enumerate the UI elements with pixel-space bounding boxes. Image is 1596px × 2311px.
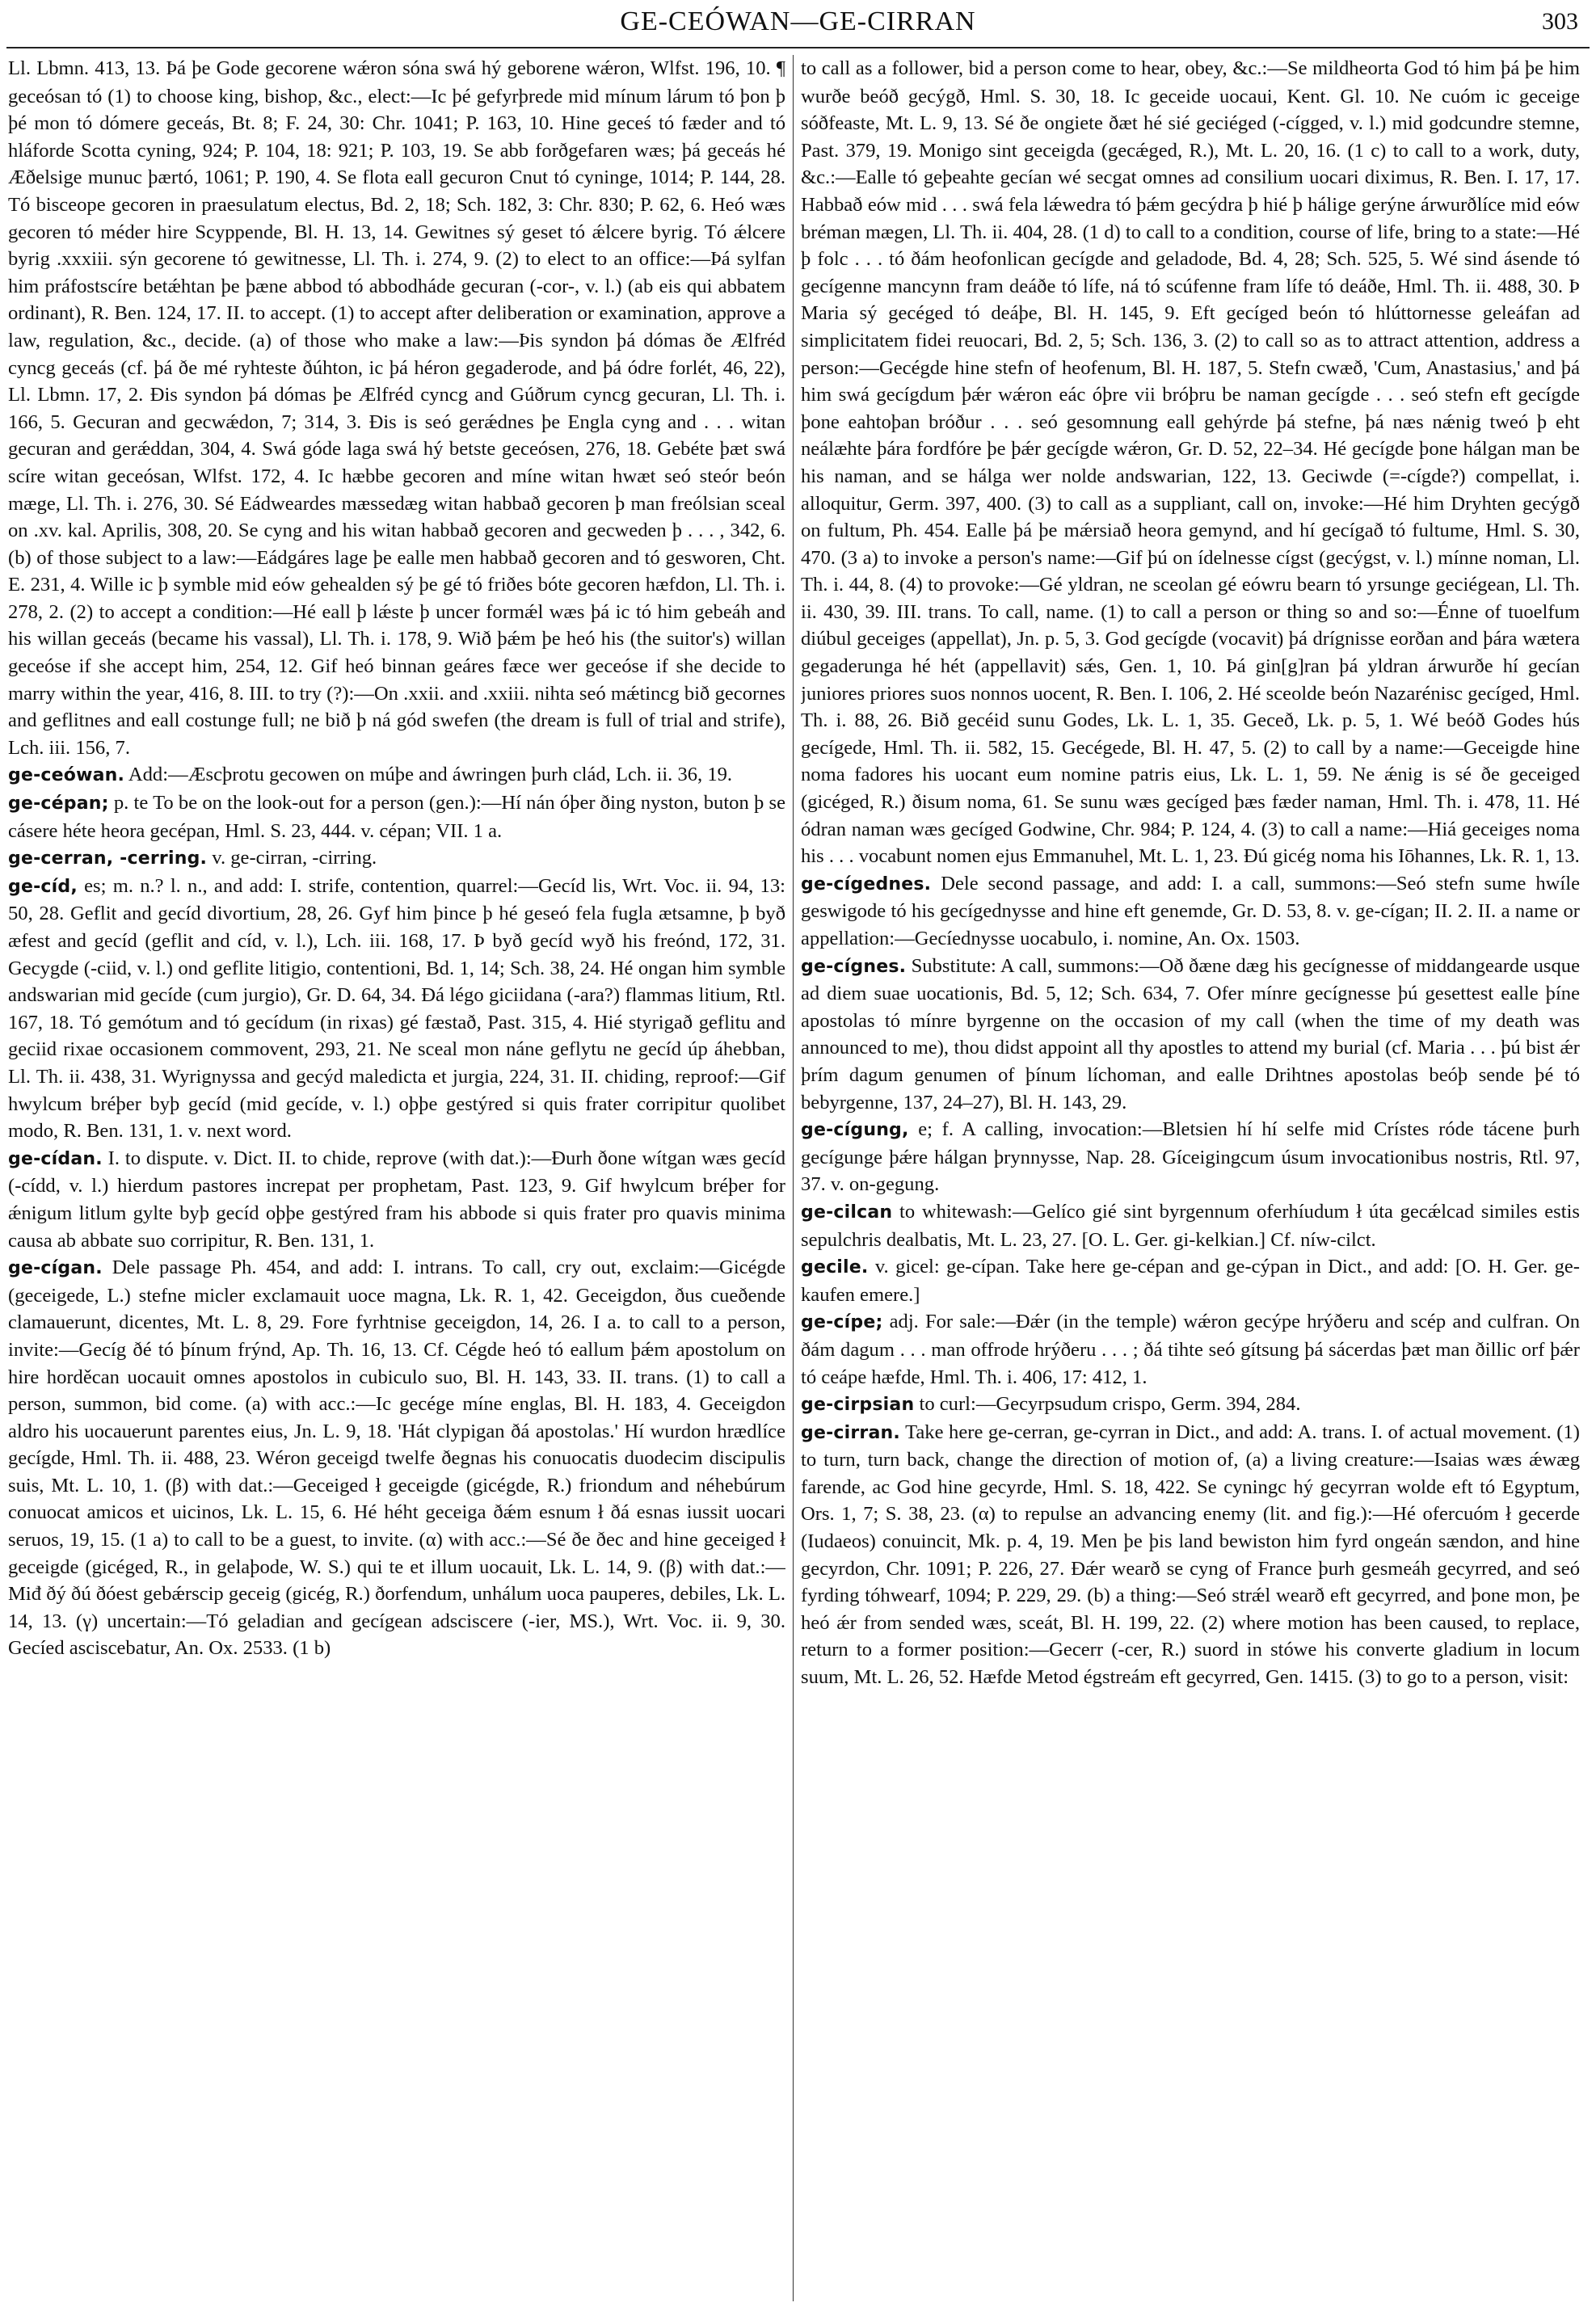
entry-body: es; m. n.? l. n., and add: I. strife, contention, quarrel:—Gecíd lis, Wrt. Voc. ii. 94, 13: 50, 28. Geflit and gecíd divortium, 28, 26. Gyf him þince þ hé geseó fela fugla ætsamne, þ byð æfest and gecíd (geflit and cíd, v. l.), Lch. iii. 168, 17. Þ byð gecíd wyð his freónd, 172, 31. Gecygde (-ciid, v. l.) ond geflite litigio, contentioni, Bd. 1, 14; Sch. 38, 24. Hé ongan him symble andswarian mid gecíde (cum jurgio), Gr. D. 64, 34. Ðá légo giciidana (-ara?) flammas litium, Rtl. 167, 18. Tó gemótum and tó gecídum (in rixas) gé fæstað, Past. 315, 4. Hié styrigað geflitu and geciid rixae occasionem commovent, 293, 21. Ne sceal mon náne geflytu ne gecíd úp áhebban, Ll. Th. ii. 438, 31. Wyrignyssa and gecýd maledicta et jurgia, 224, 31. II. chiding, reproof:—Gif hwylcum bréþer byþ gecíd (mid gecíde, v. l.) oþþe gestýred si quis frater corripitur quolibet modo, R. Ben. 131, 1. v. next word. — [8, 874, 785, 1143]
column-divider — [793, 55, 794, 2301]
dictionary-entry — [8, 761, 785, 789]
entry-headword: ge-cígnes. — [801, 956, 907, 977]
dictionary-entry — [8, 873, 785, 1145]
dictionary-entry — [8, 1145, 785, 1254]
entry-headword: ge-ceówan. — [8, 765, 125, 786]
dictionary-entry — [801, 1116, 1580, 1198]
entry-body: to call as a follower, bid a person come to hear, obey, &c.:—Se mildheorta God tó him þá þe him wurðe beóð gecýgð, Hml. S. 30, 18. Ic geceide uocaui, Kent. Gl. 10. Ne cuóm ic geceige sóðfeaste, Mt. L. 9, 13. Sé ðe ongiete ðæt hé sié geciéged (-cígged, v. l.) mid godcundre stemne, Past. 379, 19. Monigo sint geceigda (gecǽged, R.), Mt. L. 20, 16. (1 c) to call to a work, duty, &c.:—Ealle tó geþeahte gecían wé secgat omnes ad consilium uocari diximus, R. Ben. I. 17, 17. Habbað eów mid . . . swá fela lǽwedra tó þǽm gecýdra þ hié þ hálige gerýne árwurðlíce mid eów bréman mægen, Ll. Th. ii. 404, 28. (1 d) to call to a condition, course of life, bring to a state:—Hé þ folc . . . tó ðám heofonlican gecígde and geladode, Bd. 4, 28; Sch. 525, 5. Wé sind ásende tó gecígenne mancynn fram deáðe tó lífe, ná tó scúfenne fram lífe tó deáðe, Hml. Th. ii. 488, 30. Þ Maria sý gecéged tó deáþe, Bl. H. 145, 9. Eft gecíged beón tó hlúttornesse geleáfan ad simplicitatem fidei reuocari, Bd. 2, 5; Sch. 136, 3. (2) to call so as to attract attention, address a person:—Gecégde hine stefn of heofenum, Bl. H. 187, 5. Stefn cwæð, 'Cum, Anastasius,' and þá him swá gecígdum þǽr wǽron eác óþre vii bróþru be naman gecígde . . . seó stefn eft gecígde þone eahtoþan bróður . . . seó gesomnung eall gehýrde þá stefne, þá næs nǽnig tweó þ eht neálæhte þára fordfóre þe þǽr gecígde wǽron, Gr. D. 52, 22–34. Hé gecígde þone hálgan man be his naman, and se hálga wer nolde andswarian, 122, 13. Geciwde (=-cígde?) compellat, i. alloquitur, Germ. 397, 400. (3) to call as a suppliant, call on, invoke:—Hé him Dryhten gecýgð on fultum, Ph. 454. Ealle þá þe mǽrsiað heora gemynd, and hí gecígað tó fultume, Hml. S. 30, 470. (3 a) to invoke a person's name:—Gif þú on ídelnesse cígst (gecýgst, v. l.) mínne noman, Ll. Th. i. 44, 8. (4) to provoke:—Gé yldran, ne sceolan gé eówru bearn tó yrsunge geciégean, Ll. Th. ii. 430, 39. III. trans. To call, name. (1) to call a person or thing so and so:—Énne of tuoelfum diúbul geceiges (appellat), Jn. p. 5, 3. God gecígde (vocavit) þá drígnisse eorðan and þára wætera gegaderunga hé hét (appellavit) sǽs, Gen. 1, 10. Þá gin[g]ran þá yldran árwurðe hí gecían juniores priores suos nonnos uocent, R. Ben. I. 106, 2. Hé sceolde beón Nazarénisc gecíged, Hml. Th. i. 88, 26. Bið gecéid sunu Godes, Lk. L. 1, 35. Geceð, Lk. p. 5, 1. Wé beóð Godes hús gecígede, Hml. Th. ii. 582, 15. Gecégede, Bl. H. 47, 5. (2) to call by a name:—Geceigde hine noma fadores his uocant eum nomine patris eius, Lk. L. 1, 59. Ne ǽnig is sé ðe geceiged (gicéged, R.) ðisum noma, 61. Se sunu wæs gecíged þæs fæder naman, Hml. Th. i. 478, 11. Hé ódran naman wæs gecíged Godwine, Chr. 984; P. 124, 4. (3) to call a name:—Hiá geceiges noma his . . . vocabunt nomen ejus Emmanuhel, Mt. L. 1, 23. Ðú gicég noma his Iōhannes, Lk. R. 1, 13. — [801, 57, 1580, 868]
entry-headword: ge-cépan; — [8, 793, 109, 815]
dictionary-entry — [8, 844, 785, 873]
dictionary-entry — [8, 789, 785, 844]
dictionary-entry — [801, 1419, 1580, 1691]
dictionary-entry — [801, 1308, 1580, 1391]
entry-body: adj. For sale:—Ðǽr (in the temple) wǽron gecýpe hrýðeru and scép and culfran. On ðám dagum . . . man offrode hrýðeru . . . ; ðá tihte seó gítsung þá sácerdas þæt man ðillic orf þǽr tó ceápe hæfde, Hml. Th. i. 406, 17: 412, 1. — [801, 1311, 1580, 1388]
dictionary-entry — [8, 55, 785, 761]
entry-headword: ge-cíd, — [8, 876, 78, 897]
dictionary-entry — [801, 870, 1580, 953]
dictionary-entry — [801, 1391, 1580, 1419]
entry-body: v. gicel: ge-cípan. Take here ge-cépan and ge-cýpan in Dict., and add: [O. H. Ger. ge-kaufen emere.] — [801, 1256, 1580, 1306]
entry-body: Ll. Lbmn. 413, 13. Þá þe Gode gecorene wǽron sóna swá hý geborene wǽron, Wlfst. 196, 10. ¶ geceósan tó (1) to choose king, bishop, &c., elect:—Ic þé gefyrþrede mid mínum lárum tó þon þ þé mon tó dómere geceás, Bt. 8; F. 24, 30: Chr. 1041; P. 163, 10. Hine geceś tó fæder and tó hláforde Scotta cyning, 924; P. 104, 18: 921; P. 103, 19. Se abb forðgefaren wæs; þá geceás hé Æðelsige munuc þærtó, 1061; P. 190, 4. Se flota eall gecuron Cnut tó cyninge, 1014; P. 144, 28. Tó bisceope gecoren in praesulatum electus, Bd. 2, 18; Sch. 182, 3: Chr. 830; P. 62, 6. Heó wæs gecoren tó méder hire Scyppende, Bl. H. 13, 14. Gewitnes sý geset tó ǽlcere byrig. Tó ǽlcere byrig .xxxiii. sýn gecorene tó gewitnesse, Ll. Th. i. 274, 9. (2) to elect to an office:—Þá sylfan him práfostscíre betǽhtan þe þæne abbod tó abbodháde gecuran (-cor-, v. l.) (ab eis qui abbatem ordinant), R. Ben. 124, 17. II. to accept. (1) to accept after deliberation or examination, approve a law, regulation, &c., decide. (a) of those who make a law:—Þis syndon þá dómas ðe Ælfréd cyncg geceás (cf. þá ðe mé ryhteste ðúhton, ic þá héron gegaderode, and þá ódre forlét, 46, 22), Ll. Lbmn. 17, 2. Ðis syndon þá dómas þe Ælfréd cyncg and Gúðrum cyncg gecuran, Ll. Th. i. 166, 5. Gecuran and gecwǽdon, 7; 314, 3. Ðis is seó gerǽdnes þe Engla cyng and . . . witan gecuran and gerǽddan, 304, 4. Swá góde laga swá hý betste geceósen, 276, 18. Gebéte þæt swá scíre witan geceósan, Wlfst. 172, 4. Ic hæbbe gecoren and míne witan hwæt seó steór beón mæge, Ll. Th. i. 276, 30. Sé Eádweardes mæssedæg witan habbað gecoren þ man freólsian sceal on .xv. kal. Aprilis, 308, 20. Se cyng and his witan habbað gecoren and gecweden þ . . . , 342, 6. (b) of those subject to a law:—Eádgáres lage þe ealle men habbað gecoren and tó gesworen, Cht. E. 231, 4. Wille ic þ symble mid eów gehealden sý þe gé tó friðes bóte gecoren hæfdon, Ll. Th. i. 278, 2. (2) to accept a condition:—Hé eall þ lǽste þ uncer formǽl wæs þá ic tó him gebeáh and his willan geceás (became his vassal), Ll. Th. i. 178, 9. Wið þǽm þe heó his (the suitor's) willan geceóse if she accept him, 254, 12. Gif heó binnan geáres fæce wer geceóse if she decide to marry within the year, 416, 8. III. to try (?):—On .xxii. and .xxiii. nihta seó mǽtincg bið gecornes and geflitnes and eall costunge full; ne bið þ ná gód swefen (the dream is full of trial and strife), Lch. iii. 156, 7. — [8, 57, 785, 759]
page-number: 303 — [1542, 8, 1578, 35]
entry-body: to curl:—Gecyrpsudum crispo, Germ. 394, 284. — [919, 1393, 1301, 1416]
entry-body: Take here ge-cerran, ge-cyrran in Dict., and add: A. trans. I. of actual movement. (1) to turn, turn back, change the direction of motion of, (a) a living creature:—Isaias wæs ǽwæg farende, ac God hine gecyrde, Hml. S. 18, 422. Se cyningc hý gecyrran wolde eft tó Egyptum, Ors. 1, 7; S. 38, 23. (α) to repulse an advancing enemy (lit. and fig.):—Hé ofercuóm ł gecerde (Iudaeos) conuincit, Mk. p. 4, 19. Men þe þis land bewiston him fyrd ongeán sændon, and hine gecyrdon, Chr. 1091; P. 226, 27. Ðǽr wearð se cyng of France þurh gesmeáh gecyrred, and seó fyrding tóhwearf, 1094; P. 229, 29. (b) a thing:—Seó strǽl wearð eft gecyrred, and þone mon, þe heó ǽr from sended wæs, sceát, Bl. H. 199, 22. (2) where motion has been caused, to replace, return to a former position:—Gecerr (-cer, R.) suord in stówe his converte gladium in locum suum, Mt. L. 26, 52. Hæfde Metod égstreám eft gecyrred, Gen. 1415. (3) to go to a person, visit: — [801, 1421, 1580, 1689]
dictionary-entry — [801, 953, 1580, 1117]
entry-body: v. ge-cirran, -cirring. — [212, 847, 377, 869]
dictionary-entry — [8, 1254, 785, 1662]
entry-headword: ge-cirran. — [801, 1422, 900, 1443]
entry-headword: ge-cilcan — [801, 1202, 893, 1223]
dictionary-entry — [801, 1198, 1580, 1253]
entry-headword: ge-cígan. — [8, 1258, 103, 1279]
entry-headword: ge-cirpsian — [801, 1395, 915, 1416]
entry-headword: ge-cídan. — [8, 1148, 103, 1169]
dictionary-entry — [801, 1253, 1580, 1308]
entry-body: p. te To be on the look-out for a person (gen.):—Hí nán óþer ðing nyston, buton þ se cásere héte heora gecépan, Hml. S. 23, 444. v. cépan; VII. 1 a. — [8, 792, 785, 842]
entry-headword: ge-cípe; — [801, 1312, 883, 1333]
entry-headword: ge-cerran, -cerring. — [8, 848, 208, 869]
entry-body: Add:—Æscþrotu gecowen on múþe and áwringen þurh clád, Lch. ii. 36, 19. — [128, 764, 733, 786]
left-column — [8, 55, 785, 2301]
entry-headword: gecile. — [801, 1257, 869, 1278]
running-head: GE-CEÓWAN—GE-CIRRAN — [620, 6, 976, 36]
entry-body: e; f. A calling, invocation:—Bletsien hí hí selfe mid Crístes róde tácene þurh gecígunge þǽre hálgan þrynnysse, Nap. 28. Gíceigingcum úsum invocationibus nostris, Rtl. 97, 37. v. on-gegung. — [801, 1118, 1580, 1196]
entry-body: to whitewash:—Gelíco gié sint byrgennum oferhíudum ł úta gecǽlcad similes estis sepulchris dealbatis, Mt. L. 23, 27. [O. L. Ger. gi-kelkian.] Cf. níw-cilct. — [801, 1200, 1580, 1251]
dictionary-entry — [801, 55, 1580, 870]
entry-body: I. to dispute. v. Dict. II. to chide, reprove (with dat.):—Ðurh ðone wítgan wæs gecíd (-cídd, v. l.) hierdum pastores increpat per prophetam, Past. 123, 9. Gif hwylcum bréþer for ǽnigum litlum gylte byþ gecíd oþþe gestýred fram his abbode si quis frater pro quavis minima causa ab abbate suo corripitur, R. Ben. 131, 1. — [8, 1147, 785, 1252]
entry-headword: ge-cígednes. — [801, 873, 932, 895]
right-column — [801, 55, 1580, 2301]
entry-headword: ge-cígung, — [801, 1120, 909, 1141]
header-rule — [6, 47, 1590, 48]
entry-body: Substitute: A call, summons:—Oð ðæne dæg his gecígnesse of middangearde usque ad diem suae uocationis, Bd. 5, 12; Sch. 634, 7. Ofer mínre gecígnesse þú gesettest ealle þíne apostolas tó mínre byrgenne on the occasion of my call (when the time of my death was announced to me), thou didst appoint all thy apostles to attend my burial (cf. Maria . . . þú bist ǽr þrím dagum genumen of þínum líchoman, and ealle Drihtnes apostolas beóþ sende þé tó bebyrgenne, 137, 24–27), Bl. H. 143, 29. — [801, 954, 1580, 1113]
entry-body: Dele second passage, and add: I. a call, summons:—Seó stefn sume hwíle geswigode tó his gecígednysse and hine eft genemde, Gr. D. 53, 8. v. ge-cígan; II. 2. II. a name or appellation:—Gecíednysse uocabulo, i. nomine, An. Ox. 1503. — [801, 872, 1580, 949]
entry-body: Dele passage Ph. 454, and add: I. intrans. To call, cry out, exclaim:—Gicégde (geceigede, L.) stefne micler exclamauit uoce magna, Lk. R. 1, 42. Geceigdon, ðus cueðende clamauerunt, dicentes, Mt. L. 8, 29. Fore fyrhtnise geceigdon, 14, 26. I a. to call to a person, invite:—Gecíg ðé tó þínum frýnd, Ap. Th. 16, 13. Cf. Cégde heó tó eallum þǽm apostolum on hire horděcan uocauit omnes apostolos in cubiculo suo, Bl. H. 143, 33. II. trans. (1) to call a person, summon, bid come. (a) with acc.:—Ic gecége míne englas, Bl. H. 183, 4. Geceigdon aldro his uocauerunt parentes eius, Jn. L. 9, 18. 'Hát clypigan ðá apostolas.' Hí wurdon hrædlíce gecígde, Hml. Th. ii. 488, 23. Wéron geceigd twelfe ðegnas his conuocatis duodecim discipulis suis, Mt. L. 10, 1. (β) with dat.:—Geceiged ł geceigde (gicégde, R.) friondum and néhebúrum conuocat amicos et uicinos, Lk. L. 15, 6. Hé héht geceiga ðǽm esnum ł ðá esnas iussit uocari seruos, 19, 15. (1 a) to call to be a guest, to invite. (α) with acc.:—Sé ðe ðec and hine geceiged ł geceigde (gicéged, R., in gelaþode, W. S.) qui te et illum uocauit, Lk. L. 14, 9. (β) with dat.:—Miđ ðý ðú ðóest gebǽrscip geceig (gicég, R.) ðorfendum, unhálum uoca pauperes, debiles, Lk. L. 14, 13. (γ) uncertain:—Tó geladian and gecígean adsciscere (-ier, MS.), Wrt. Voc. ii. 9, 30. Gecíed asciscebatur, An. Ox. 2533. (1 b) — [8, 1257, 785, 1660]
